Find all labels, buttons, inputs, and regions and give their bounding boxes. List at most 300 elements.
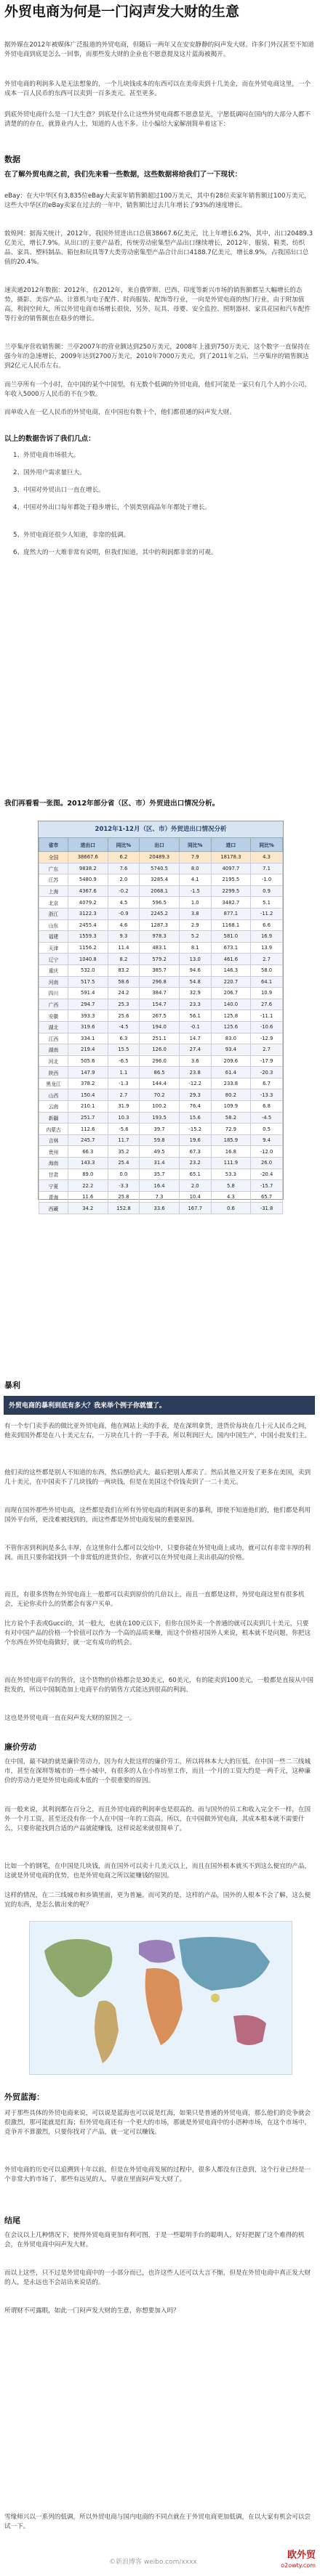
table-caption: 2012年1-12月（区、市）外贸进出口情况分析 [39,821,283,838]
table-cell: 56.1 [179,1010,211,1022]
profit-paragraph: 比方说个手表或Gucci的，其一般大，也就在100元以下，但你在国外卖一个普通的就可以卖到几十美元，只要有对中国产品的价格一个价值可以作为一个高的品质来赚，而这个价格对国外人来说，根本就不是问题，你把这个东西在外贸电商做好，就一定有成功的机会。 [4,1620,311,1646]
table-cell: 978.3 [140,931,179,943]
table-cell: 296.8 [140,976,179,988]
table-cell: 吉林 [39,1134,68,1146]
table-cell: 新疆 [39,1112,68,1124]
table-cell: 4.6 [108,919,140,931]
table-row [39,1055,283,1067]
table-row [39,988,283,999]
table-cell: 296.0 [140,1055,179,1067]
table-cell: 147.9 [68,1067,108,1078]
table-cell: 15.6 [179,1112,211,1124]
table-row [39,1089,283,1101]
table-cell: 10.4 [179,1191,211,1203]
cheap-paragraph: 比如一个的钢笔，在中国是几块钱，而在国外可以卖十几美元以上，而且在国外根本就买不到这么便宜的产品，这就是外贸电商的优势，也是外贸电商之所以能赚钱的原因。 [4,1863,311,1880]
table-cell: 27.4 [179,1044,211,1056]
table-row [39,897,283,909]
profit-paragraph: 他们卖的这些都是别人不知道的东西，然后摆给武大，最后把别人都卖了。然后其他又开发了更多在美国，卖到几十美元，在中国卖不了几块钱的一两块钱，但是在美国这个价钱卖到了一二十美元。 [4,1469,311,1486]
table-cell: -12.0 [251,1146,283,1158]
section-heading-conclusion: 结尾 [4,2216,20,2225]
table-cell: 14.7 [179,1033,211,1044]
table-cell: 35.7 [140,1169,179,1180]
table-cell: -0.1 [179,1021,211,1033]
conclusion-paragraph: 在会议以上几种情况下，使得外贸电商更加有利可图，于是一些聪明手台的聪明人，好好把握了这个难得的机会，在外贸电商中闷声发大财。 [4,2232,305,2248]
table-cell: 54.8 [179,976,211,988]
point-item: 2、国外用户需求量巨大。 [13,469,86,476]
table-cell: 1.0 [179,897,211,909]
table-row [39,1158,283,1169]
table-cell: 185.9 [211,1134,250,1146]
table-cell: 4.3 [211,1191,250,1203]
table-cell: 94.6 [179,964,211,976]
table-cell: 11.6 [68,1191,108,1203]
table-cell: 125.6 [211,1021,250,1033]
table-cell: 89.0 [68,1169,108,1180]
table-cell: 251.1 [140,1033,179,1044]
table-cell: 11.7 [108,1134,140,1146]
table-cell: 四川 [39,988,68,999]
table-cell: 2.7 [251,954,283,965]
table-cell: 5.2 [179,931,211,943]
table-cell: 29.3 [179,1089,211,1101]
table-cell: 39.7 [140,1124,179,1135]
table-cell: 34.2 [68,1203,108,1214]
table-cell: -20.4 [251,1169,283,1180]
blue-paragraph: 外贸电商的历史可以追溯到十年以前，但是在外贸电商发展的过程中，很多人都没有注意到，这个行业已经是一个非常大的市场了，那些有远见的人，早就在里面闷声发大财了。 [4,2166,311,2183]
table-cell: -15.2 [179,1124,211,1135]
table-cell: 6.2 [108,852,140,864]
site-logo [281,2551,316,2571]
table-cell: -1.5 [179,885,211,897]
table-cell: 4.1 [179,874,211,886]
table-cell: 591.4 [68,988,108,999]
table-cell: 31.9 [108,1101,140,1113]
table-cell: 18178.3 [211,852,250,864]
table-cell: -0.2 [108,885,140,897]
table-header-cell: 进口 [211,838,250,852]
table-cell: 黑龙江 [39,1078,68,1089]
table-cell: 湖北 [39,1021,68,1033]
table-cell: 393.3 [68,1010,108,1022]
table-cell: 4097.7 [211,863,250,874]
world-map-illustration [30,1922,292,2074]
table-row [39,1191,283,1203]
table-cell: 贵州 [39,1146,68,1158]
table-cell: 甘肃 [39,1169,68,1180]
table-cell: 125.8 [211,1010,250,1022]
table-cell: 山东 [39,919,68,931]
table-cell: 1.1 [108,1067,140,1078]
conclusion-paragraph: 而以上这些，只不过是外贸电商中的一小部分而已，也许这些人还可以大言不惭，但是在外贸电商中真正发大财的人，是永远也不会站出来说话的。 [4,2270,311,2286]
table-cell: 112.6 [68,1124,108,1135]
table-cell: -1.0 [251,874,283,886]
intro-paragraph: 到底外贸电商什么是一门大生意？到底是什么让这些外贸电商都不愿意显光，宁愿低调闷在国内的大部分人都不清楚的的存在，就算业内人士，知道的人也不多。让小编给大家解剖简单着这下： [4,111,311,128]
table-cell: 4079.2 [68,897,108,909]
table-cell: 7.6 [108,863,140,874]
table-cell: 109.9 [211,1101,250,1113]
table-cell: 294.7 [68,999,108,1010]
table-row [39,1078,283,1089]
table-cell: 65.7 [251,1191,283,1203]
logo-url: o2owty.com [281,2562,316,2569]
table-cell: 7.1 [251,863,283,874]
table-cell: 陕西 [39,1067,68,1078]
table-cell: 1287.3 [140,919,179,931]
table-cell: 143.3 [68,1158,108,1169]
table-cell: 广东 [39,863,68,874]
table-cell: 24.2 [108,988,140,999]
table-cell: -0.9 [108,908,140,919]
table-cell: -3.3 [108,1180,140,1192]
table-cell: 2245.2 [140,908,179,919]
logo-text: 欧外贸 [287,2550,316,2561]
table-cell: 浙江 [39,908,68,919]
cheap-paragraph: 这样的情况，在二三线城市和乡镇里面，更为普遍。而可笑的是，这样的产品，国外的人根本不会了解，这么便宜的东西，是怎么做出来的呢？ [4,1892,311,1909]
table-cell: 2.9 [179,919,211,931]
table-cell: 25.8 [108,1191,140,1203]
table-cell: 384.7 [140,988,179,999]
intro-paragraph: 外贸电商的利润多人是无法想象的，一个儿块钱成本的东西可以在美帝卖到十几美金，而在外贸电商这里，一个成本一百人民币的东西可以卖到一百多美元。甚至更多。 [4,81,311,97]
table-cell: 206.7 [211,988,250,999]
table-row [39,1124,283,1135]
table-cell: 5480.9 [68,874,108,886]
table-cell: 83.2 [108,964,140,976]
table-cell: 461.6 [211,954,250,965]
table-cell: 100.2 [140,1101,179,1113]
table-cell: 65.1 [179,1169,211,1180]
profit-paragraph: 有一个专门卖手表的做比亚外贸电商，他在网站上卖的手表，是在深圳拿货，进货价每块在几十元人民币之间，他卖到国外都是在八十美元左右，一万块在几十的一手手表，所以利润巨大。国内中国生产，中国小批发们主。 [4,1423,311,1439]
table-cell: 6.3 [108,1033,140,1044]
table-cell: 河北 [39,1055,68,1067]
table-cell: 80.2 [211,1089,250,1101]
table-cell: 16.9 [251,931,283,943]
table-cell: 宁夏 [39,1180,68,1192]
table-cell: 3122.3 [68,908,108,919]
table-cell: 内蒙古 [39,1124,68,1135]
table-cell: 5740.5 [140,863,179,874]
table-cell: 385.7 [140,964,179,976]
table-cell: 6.8 [251,1101,283,1113]
profit-paragraph: 不管你害到利润是多么丰厚，在这里你什么都可以交给中，只要你能在外贸电商上成功，就可以有非常丰厚的利润。而且只要你能找到一个非常低的进货价位，你就可以在外贸电商上卖出很高的价格。 [4,1545,311,1561]
article-title: 外贸电商为何是一门闷声发大财的生意 [4,4,240,20]
table-cell: 61.4 [211,1067,250,1078]
table-cell: 23.8 [179,1067,211,1078]
table-row [39,1101,283,1113]
profit-paragraph: 而且，有很多货物在外贸电商上一般都可以卖到原价的几倍以上，而且一直都是这样，外贸电商这里有很多机会，无论你卖什么的货都会有客户买单。 [4,1591,305,1608]
table-cell: 31.4 [140,1158,179,1169]
table-header-cell: 同比% [108,838,140,852]
point-item: 6、庞然大的一大堆非常有说明，但我们知道，其中的利润都非常的可观。 [13,549,217,556]
table-cell: 20489.3 [140,852,179,864]
table-cell: 青海 [39,1191,68,1203]
table-cell: 581.0 [211,931,250,943]
table-cell: -1.3 [108,1078,140,1089]
table-cell: 11.4 [108,942,140,954]
table-cell: 16.8 [211,1146,250,1158]
table-cell: -15.7 [251,1180,283,1192]
table-cell: 海南 [39,1158,68,1169]
table-row [39,1134,283,1146]
source-watermark: ©新浪博客 weibo.com/xxxx [109,2559,197,2566]
table-row [39,1112,283,1124]
table-cell: 59.8 [140,1134,179,1146]
table-cell: -11.2 [251,908,283,919]
table-cell: 9.3 [108,931,140,943]
table-cell: 319.6 [68,1021,108,1033]
table-row [39,1044,283,1056]
footer-paragraph: 雪缘师兴以一系列的低调，所以外贸电商与国内电商的不同点就在于外贸电商更加低调，在以大家有机会可以尝试一下。 [4,2514,311,2530]
table-cell: 0.6 [211,1203,250,1214]
profit-paragraph: 而在外贸电商平台的售价，这个货物的价格都会是30美元，60美元，有的能卖到100美元，一般都是直接从中国批发的，所以中国制造加上电商平台的销售方式能达到很高的利润。 [4,1677,313,1694]
table-cell: 1040.8 [68,954,108,965]
table-row [39,885,283,897]
table-cell: 596.5 [140,897,179,909]
table-cell: 上海 [39,885,68,897]
table-cell: 8.1 [179,942,211,954]
table-cell: 16.4 [140,1180,179,1192]
table-cell: 58.2 [211,1112,250,1124]
data-paragraph: 而兰亭所有一个小时，在中国的某个中国型，有无数个低调的外贸电商，他们可能是一家只有几个人的小公司，年收入5000万人民币的不在少数。 [4,381,311,398]
table-cell: -4.5 [251,1112,283,1124]
table-cell: 9.4 [251,1134,283,1146]
profit-callout [4,1396,315,1415]
table-row [39,976,283,988]
table-cell: 126.0 [140,1044,179,1056]
table-row [39,1146,283,1158]
table-cell: 532.0 [68,964,108,976]
table-row [39,1203,283,1214]
table-cell: 210.1 [68,1101,108,1113]
table-cell: 877.1 [211,908,250,919]
table-cell: 58.0 [251,964,283,976]
data-paragraph-lightinthebox: 兰亭集序营收销售额：兰亭2007年的营业额达到250万美元，2008年上涨到750万美元，这个数字一直保持在强今年的急速增长，2009年达到2700万美元，2010年7000万美元，到了2011年之后，兰亭集序的销售额达到2亿元人民币左右。 [4,344,311,370]
cheap-paragraph: 在中国，最不缺的就是廉价劳动力，因为有大批这样的廉价劳工，所以将林本大大的压低。在中国一些二三线城市，甚至在深圳等城市的一些小城中，有很多的人在小作坊里工作，而且一个月的工资大约是一两千元，这种廉价的劳动力更是外贸电商成本低的一个很重要的原因。 [4,1758,311,1784]
table-row [39,919,283,931]
table-cell: 27.6 [251,999,283,1010]
table-cell: -4.5 [108,1021,140,1033]
table-cell: 140.0 [211,999,250,1010]
table-cell: 505.6 [68,1055,108,1067]
table-cell: 64.1 [251,976,283,988]
table-cell: 83.0 [211,1033,250,1044]
table-row [39,908,283,919]
table-cell: 32.9 [179,988,211,999]
table-header-cell: 省市 [39,838,68,852]
table-cell: 35.2 [108,1146,140,1158]
table-row [39,863,283,874]
section-heading-cheap-labor: 廉价劳动 [4,1742,36,1752]
table-cell: 38667.6 [68,852,108,864]
table-cell: -12.2 [179,1078,211,1089]
table-cell: 66.3 [68,1146,108,1158]
table-cell: 334.1 [68,1033,108,1044]
table-cell: 76.4 [179,1101,211,1113]
point-item: 5、外贸电商还很少人知道，非常的低调。 [13,532,130,539]
table-cell: 江苏 [39,874,68,886]
table-cell: 53.3 [211,1169,250,1180]
table-cell: -31.8 [251,1203,283,1214]
table-cell: 全国 [39,852,68,864]
table-cell: 673.1 [211,942,250,954]
table-cell: 2195.5 [211,874,250,886]
table-cell: 3482.7 [211,897,250,909]
conclusion-paragraph: 所谓财不可露眼，如此一门闷声发大财的生意，你想要加入吗？ [4,2307,180,2315]
table-cell: 2299.5 [211,885,250,897]
table-row [39,999,283,1010]
table-row [39,1010,283,1022]
table-cell: 33.6 [140,1203,179,1214]
point-item: 4、中国对外出口每年都处于稳步增长，个别类别商品年年都处于增长。 [13,504,211,511]
table-header-cell: 同比% [251,838,283,852]
point-item: 1、外贸电商市场很大。 [13,452,80,459]
section-heading-data: 数据 [4,155,20,164]
profit-paragraph: 而现在国外那些外贸电商，这些都是我们在所有外贸电商的利润更多的暴利，即使不知道他们的，他们都是利用国外平台所，更没难被找到的，而这些都是外贸电商发展的重要原因。 [4,1507,311,1524]
table-cell: 58.6 [108,976,140,988]
table-cell: 5.8 [211,1180,250,1192]
table-cell: 1559.3 [68,931,108,943]
table-cell: 23.2 [179,1158,211,1169]
trade-table [39,837,283,1214]
table-cell: 江西 [39,1033,68,1044]
cheap-paragraph: 而一般来说，其利润都在百分之，而且外贸电商的利润率也是很高的。而与国外的员工和收入完全不一样，在国外一个月工资，甚至还没有你一个人在中国一年的工资高。所以，在中国做外贸电商，其成本根本就不需要什么，只要你能找到合适的产品就能赚钱，这样说起来就很简单了。 [4,1806,311,1832]
table-cell: -5.6 [108,1124,140,1135]
table-cell: 河南 [39,976,68,988]
table-cell: 5.1 [251,897,283,909]
table-cell: 重庆 [39,964,68,976]
table-cell: 72.9 [211,1124,250,1135]
table-cell: 6.6 [251,919,283,931]
data-paragraph: 而单收入在一亿人民币的外贸电商，在中国也有数十个，他们都很通的闷声发大财。 [4,409,236,416]
table-cell: -20.3 [251,1067,283,1078]
table-row [39,1021,283,1033]
table-cell: 4367.6 [68,885,108,897]
data-subheading: 在了解外贸电商之前，我们先来看一些数据，这些数据将给我们了一下现状： [4,171,242,179]
table-header-cell: 进出口 [68,838,108,852]
table-cell: 15.5 [108,1044,140,1056]
table-cell: 194.0 [140,1021,179,1033]
table-cell: 6.7 [251,1078,283,1089]
profit-callout-text: 外贸电商的暴利到底有多大？我来举个例子你就懂了。 [9,1402,167,1410]
table-cell: 2.0 [179,1180,211,1192]
table-cell: 93.4 [211,1044,250,1056]
table-cell: 2455.4 [68,919,108,931]
table-cell: 150.4 [68,1089,108,1101]
table-row [39,1169,283,1180]
table-header-cell: 出口 [140,838,179,852]
table-cell: 10.3 [108,1112,140,1124]
table-cell: 13.0 [179,954,211,965]
blue-paragraph: 对于那些具体的外贸电商来说，可以说是蓝海也可以说是红海，如果只是普通的外贸电商，那么他们的竞争就会很激烈，那可能就是红海；但外贸电商还有一个更大的市场，那就是外贸电商中的小语种市场，在这个市场中，竞争并不算激烈，只要你找对了产品，就一定可以赚钱。 [4,2110,311,2136]
data-paragraph-dhgate: 敦煌网：据海关统计，2012年，我国外贸进出口总值38667.6亿美元，比上年增长6.2%，其中，出口20489.3亿美元，增长7.9%。从出口的主要产品看，传统劳动密集型产品出口继续增长，2012年，服装、鞋类、纺织品、家具、塑料制品、箱包和玩具等7大类劳动密集型产品合计出口4188.7亿美元，增长8.9%，占我国出口总值的20.4%。 [4,230,313,266]
table-cell: 湖南 [39,1044,68,1056]
table-cell: 378.2 [68,1078,108,1089]
table-cell: 云南 [39,1101,68,1113]
table-cell: 辽宁 [39,954,68,965]
table-row [39,852,283,864]
table-row [39,954,283,965]
section-heading-profit: 暴利 [4,1381,20,1390]
table-cell: 233.8 [211,1078,250,1089]
table-cell: -6.5 [108,1055,140,1067]
data-paragraph-aliexpress: 速卖通2012年数据：2012年，在2012年，来自俄罗斯、巴西、印度等新兴市场的销售额都呈大幅增长的态势，摄影、美容产品、计算机与电子配件、时尚服装、配饰等行业，一向是外贸电商的热门行业，由于附加值高，利润空间大，所以外贸电商市场增长很快，另外，玩具、母婴、安全监控、照明器材、家具花园和汽车配件等行业的销售额也在稳步的增长。 [4,287,311,322]
table-cell: 220.7 [211,976,250,988]
table-cell: 152.8 [108,1203,140,1214]
table-cell: 146.3 [211,964,250,976]
table-cell: 0.9 [251,885,283,897]
table-cell: -17.9 [251,1055,283,1067]
table-cell: 19.6 [179,1134,211,1146]
table-cell: 安徽 [39,1010,68,1022]
table-row [39,874,283,886]
table-cell: 23.3 [179,999,211,1010]
table-header-cell: 同比% [179,838,211,852]
table-cell: 517.5 [68,976,108,988]
table-cell: 26.0 [251,1158,283,1169]
table-cell: 144.4 [140,1078,179,1089]
table-cell: 13.9 [251,942,283,954]
table-cell: 25.4 [108,1158,140,1169]
table-cell: 193.5 [140,1112,179,1124]
table-row [39,942,283,954]
table-cell: 1168.1 [211,919,250,931]
table-cell: 245.7 [68,1134,108,1146]
table-cell: -12.9 [251,1033,283,1044]
table-row [39,1180,283,1192]
table-cell: 1156.2 [68,942,108,954]
table-cell: 483.1 [140,942,179,954]
table-cell: 广西 [39,999,68,1010]
profit-paragraph: 这也是外贸电商一直在闷声发大财的原因之一。 [4,1715,136,1722]
table-lead: 我们再看看一张图。2012年部分省（区、市）外贸进出口情况分析。 [4,800,220,808]
table-cell: 8.2 [108,954,140,965]
table-cell: 70.2 [140,1089,179,1101]
table-cell: 4.5 [108,897,140,909]
table-cell: 25.3 [108,999,140,1010]
table-cell: -11.1 [251,1010,283,1022]
table-cell: 111.9 [211,1158,250,1169]
table-cell: 267.5 [140,1010,179,1022]
table-cell: 北京 [39,897,68,909]
table-row [39,1067,283,1078]
table-cell: 219.4 [68,1044,108,1056]
table-cell: 22.2 [68,1180,108,1192]
table-row [39,931,283,943]
table-cell: 7.3 [140,1191,179,1203]
table-cell: 10.9 [251,988,283,999]
table-cell: 天津 [39,942,68,954]
table-cell: 4.3 [251,852,283,864]
table-cell: 251.7 [68,1112,108,1124]
table-cell: 0.0 [108,1169,140,1180]
table-cell: 2.0 [108,874,140,886]
table-cell: -10.6 [251,1021,283,1033]
trade-table-image [38,821,284,1212]
table-cell: 3.6 [179,1055,211,1067]
table-row [39,1033,283,1044]
world-map-image [29,1921,292,2075]
table-cell: 9838.2 [68,863,108,874]
table-cell: 0.5 [251,1124,283,1135]
points-heading: 以上的数据告诉了我们几点： [4,435,95,443]
table-cell: 福建 [39,931,68,943]
table-row [39,964,283,976]
table-cell: 7.9 [179,852,211,864]
table-cell: 86.5 [140,1067,179,1078]
table-cell: 209.6 [211,1055,250,1067]
intro-paragraph: 据外媒在2012年被媒体广泛报道的外贸电商，但随后一两年又在安安静静的闷声发大财。许多门外汉甚至不知道外贸电商到底是怎么一回事，而那些发大财的企业也不愿意提及这片蓝海被揭开。 [4,41,314,58]
point-item: 3、中国对外贸出口一直在增长。 [13,487,105,494]
table-cell: 25.6 [108,1010,140,1022]
